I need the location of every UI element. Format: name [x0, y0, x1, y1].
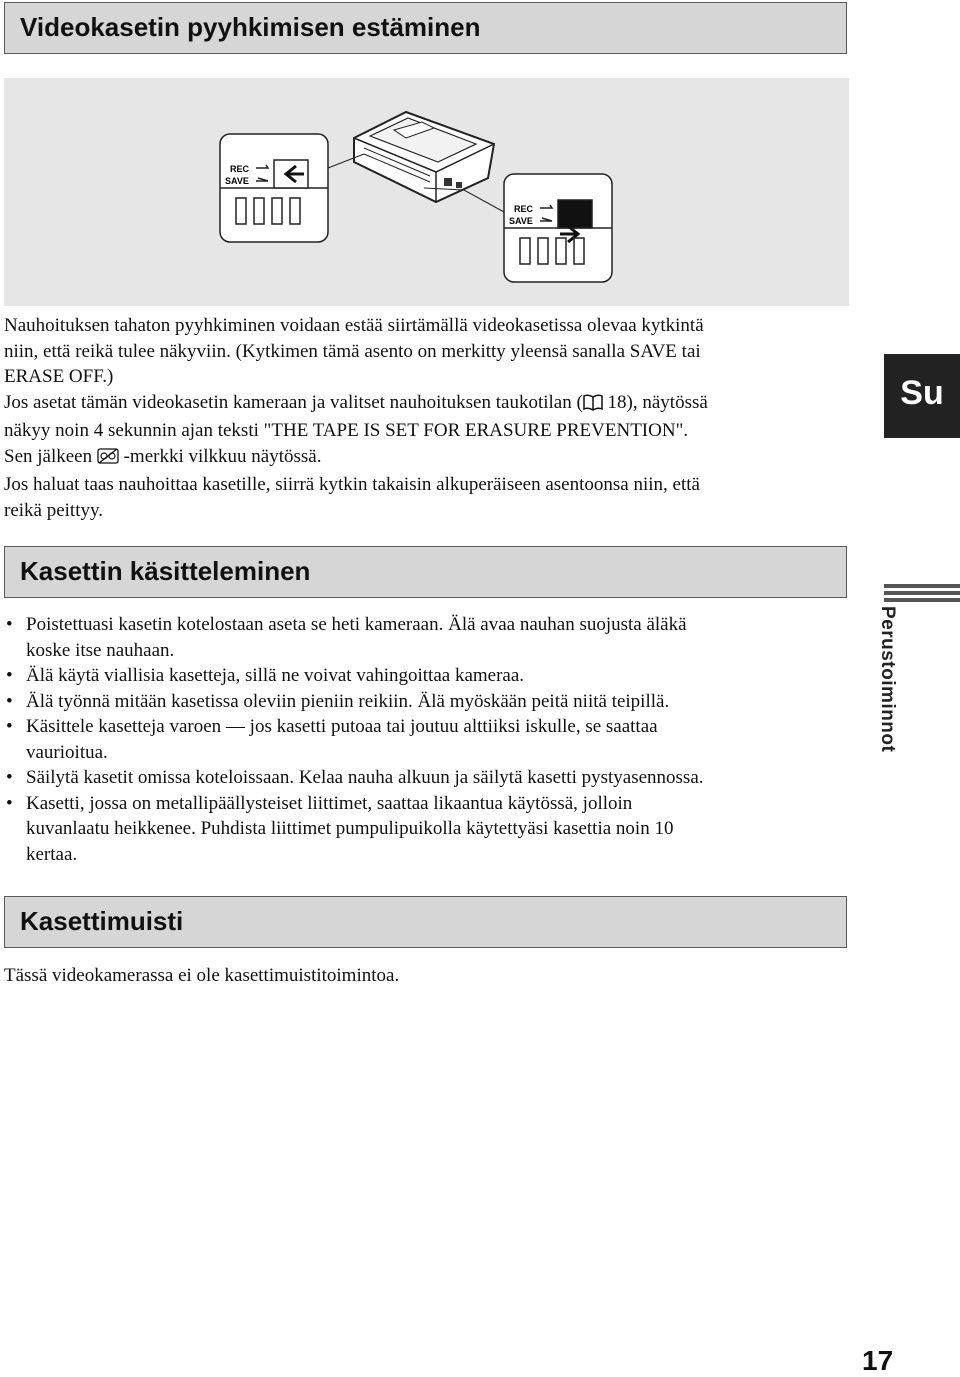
section-title: Videokasetin pyyhkimisen estäminen: [20, 12, 481, 42]
paragraph-line: näkyy noin 4 sekunnin ajan teksti "THE TAPE IS SET FOR ERASURE PREVENTION".: [4, 420, 689, 441]
chapter-tab-lines: [884, 584, 960, 605]
switch-save-position-inset: [504, 174, 612, 282]
list-item: [4, 791, 704, 868]
paragraph-line: reikä peittyy.: [4, 499, 104, 521]
list-item-line: • Kasetti, jossa on metallipäällysteiset liittimet, saattaa likaantua käytössä, jolloin: [26, 792, 633, 814]
section-title: Kasettimuisti: [20, 906, 184, 936]
list-item: [4, 765, 704, 791]
paragraph-line: ERASE OFF.): [4, 366, 114, 387]
chapter-tab-label: Perustoiminnot: [877, 606, 898, 753]
list-item-line: • Käsittele kasetteja varoen — jos kasetti putoaa tai joutuu alttiiksi iskulle, se saattaa: [26, 716, 658, 737]
page-number: 17: [862, 1345, 894, 1376]
section-header-erase-prevention: [4, 2, 847, 54]
erase-prevention-icon: [97, 447, 119, 473]
section-title: Kasettin käsitteleminen: [20, 556, 311, 586]
cassette-memory-body: [4, 963, 399, 989]
handling-bullet-list: [4, 612, 704, 867]
right-save-label: SAVE: [509, 216, 533, 226]
text-fragment: Sen jälkeen: [4, 445, 97, 467]
book-icon: [583, 393, 603, 419]
switch-rec-position-inset: [220, 134, 328, 242]
paragraph-line: Jos haluat taas nauhoittaa kasetille, siirrä kytkin takaisin alkuperäiseen asentoonsa niin, että: [4, 474, 700, 495]
list-item-line: kuvanlaatu heikkenee. Puhdista liittimet pumpulipuikolla käytettyäsi kasettia noin 10: [26, 818, 674, 839]
paragraph-line: Nauhoituksen tahaton pyyhkiminen voidaan estää siirtämällä videokasetissa olevaa kytkintä: [4, 315, 704, 336]
language-tab-label: Su: [900, 374, 944, 412]
list-item: [4, 689, 704, 715]
paragraph-line: Tässä videokamerassa ei ole kasettimuistitoimintoa.: [4, 965, 400, 986]
right-rec-label: REC: [514, 204, 534, 214]
list-item-line: • Älä käytä viallisia kasetteja, sillä ne voivat vahingoittaa kameraa.: [26, 665, 525, 686]
left-save-label: SAVE: [225, 176, 249, 186]
list-item-line: • Säilytä kasetit omissa koteloissaan. Kelaa nauha alkuun ja säilytä kasetti pystyasennossa.: [26, 767, 704, 788]
list-item: [4, 663, 704, 689]
cassette-diagram: [4, 78, 849, 306]
list-item: [4, 714, 704, 765]
erase-prevention-body: [4, 313, 708, 523]
paragraph-line: [4, 444, 708, 473]
cassette-illustration: [4, 78, 849, 306]
list-item-line: • Poistettuasi kasetin kotelostaan aseta se heti kameraan. Älä avaa nauhan suojusta äläkä: [26, 614, 687, 635]
paragraph-line: [4, 390, 708, 419]
list-item-line: koske itse nauhaan.: [26, 639, 175, 661]
language-tab: [884, 354, 960, 438]
list-item-line: • Älä työnnä mitään kasetissa oleviin pieniin reikiin. Älä myöskään peitä niitä teipillä.: [26, 690, 670, 712]
paragraph-line: niin, että reikä tulee näkyviin. (Kytkimen tämä asento on merkitty yleensä sanalla SAVE tai: [4, 340, 701, 362]
chapter-tab: [870, 606, 910, 766]
left-rec-label: REC: [230, 164, 250, 174]
cassette-body: [328, 112, 504, 212]
text-fragment: Jos asetat tämän videokasetin kameraan ja valitset nauhoituksen taukotilan (: [4, 391, 583, 413]
list-item-line: vaurioitua.: [26, 741, 108, 763]
text-fragment: -merkki vilkkuu näytössä.: [118, 445, 322, 467]
section-header-handling: [4, 546, 847, 598]
list-item-line: kertaa.: [26, 843, 78, 865]
list-item: [4, 612, 704, 663]
text-fragment: 18), näytössä: [602, 391, 708, 413]
section-header-cassette-memory: [4, 896, 847, 948]
